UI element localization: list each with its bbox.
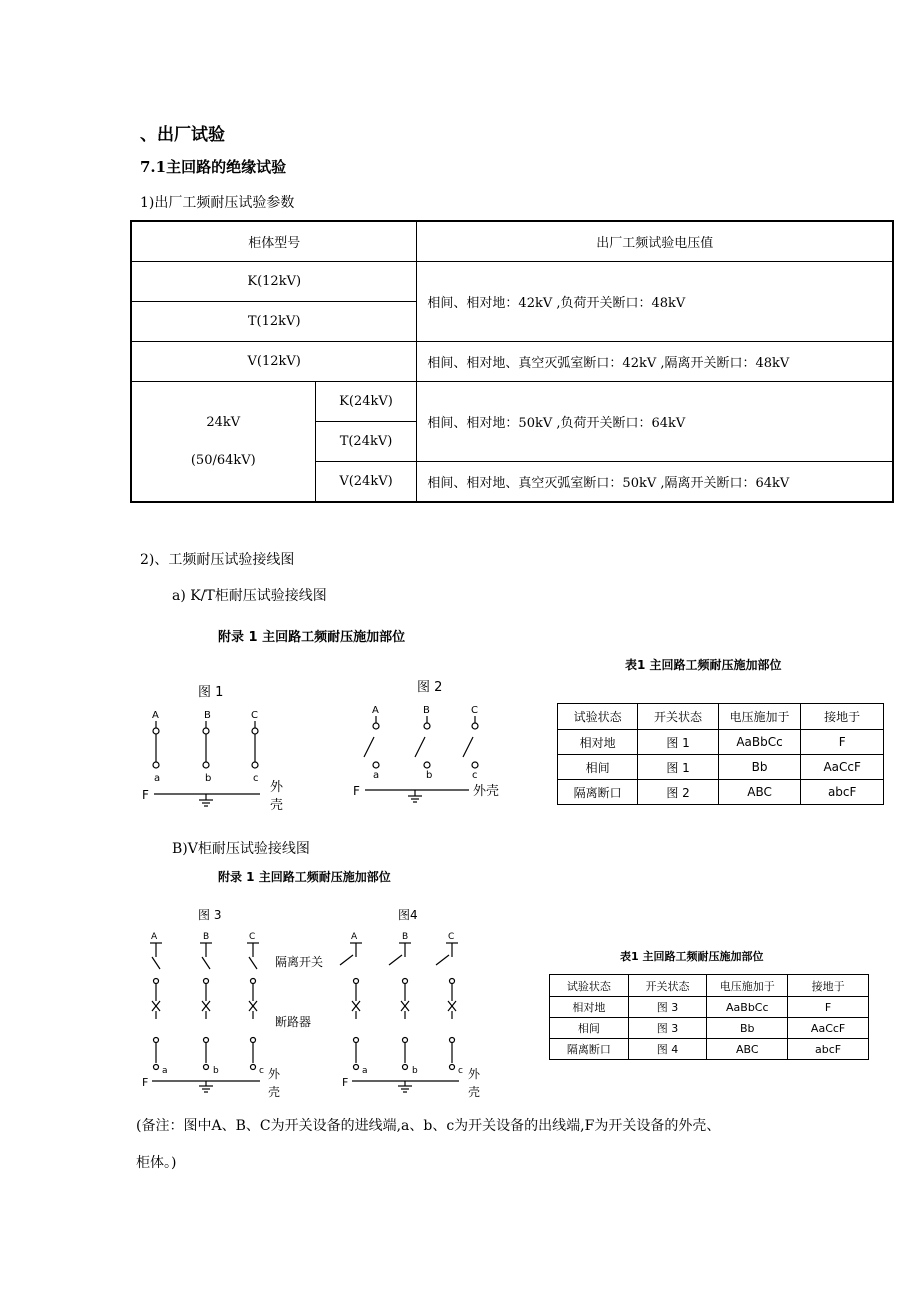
fig1-shell1: 外 bbox=[270, 780, 284, 795]
table-b-header: 开关状态 bbox=[628, 975, 707, 997]
table-cell: ABC bbox=[707, 1039, 788, 1060]
table-cell: 相间 bbox=[558, 755, 638, 780]
subsection-title: 7.1主回路的绝缘试验 bbox=[140, 158, 287, 176]
fig3-breaker-label: 断路器 bbox=[275, 1015, 312, 1029]
cell-v12: V(12kV) bbox=[131, 342, 417, 382]
cell-group24 bbox=[131, 382, 315, 503]
fig1-b: b bbox=[205, 773, 212, 784]
table-cell: ABC bbox=[718, 780, 801, 805]
table-cell: F bbox=[801, 730, 884, 755]
cell-val-v24: 相间、相对地、真空灭弧室断口：50kV ,隔离开关断口：64kV bbox=[417, 462, 893, 503]
fig3-B: B bbox=[203, 932, 210, 942]
fig4-a: a bbox=[362, 1066, 368, 1076]
table-a-header: 电压施加于 bbox=[718, 704, 801, 730]
table-cell: 相对地 bbox=[550, 997, 629, 1018]
table-cell: abcF bbox=[801, 780, 884, 805]
fig1-a: a bbox=[154, 773, 161, 784]
item2-label: 2)、工频耐压试验接线图 bbox=[140, 552, 295, 568]
sub-a-label: a) K/T柜耐压试验接线图 bbox=[172, 588, 327, 604]
fig3-b: b bbox=[213, 1066, 219, 1076]
fig4-c: c bbox=[458, 1066, 463, 1076]
cell-t24: T(24kV) bbox=[315, 422, 417, 462]
table-cell: 图 2 bbox=[638, 780, 718, 805]
fig1-phase-lines bbox=[153, 721, 258, 768]
figure-1 bbox=[138, 680, 298, 815]
table-a-header: 开关状态 bbox=[638, 704, 718, 730]
appendix-b: 附录 1 主回路工频耐压施加部位 bbox=[218, 870, 391, 884]
table-b-header-row bbox=[550, 975, 869, 997]
table-row bbox=[550, 1018, 869, 1039]
fig2-B: B bbox=[423, 705, 430, 716]
table-a-header: 接地于 bbox=[801, 704, 884, 730]
table-cell: 隔离断口 bbox=[558, 780, 638, 805]
table-row bbox=[550, 1039, 869, 1060]
fig1-title: 图 1 bbox=[198, 685, 224, 700]
table-a-caption: 表1 主回路工频耐压施加部位 bbox=[625, 658, 782, 672]
note-line-2: 柜体。) bbox=[136, 1155, 177, 1171]
figure-4 bbox=[338, 903, 498, 1103]
table-cell: F bbox=[788, 997, 869, 1018]
cell-t12: T(12kV) bbox=[131, 302, 417, 342]
table-cell: Bb bbox=[718, 755, 801, 780]
table-cell: AaCcF bbox=[788, 1018, 869, 1039]
fig3-a: a bbox=[162, 1066, 168, 1076]
table-cell: 图 4 bbox=[628, 1039, 707, 1060]
fig2-c: c bbox=[472, 770, 478, 781]
cell-val-v12: 相间、相对地、真空灭弧室断口：42kV ,隔离开关断口：48kV bbox=[417, 342, 893, 382]
fig4-b: b bbox=[412, 1066, 418, 1076]
fig3-phase-circuits bbox=[150, 943, 259, 1070]
table-a bbox=[557, 703, 884, 805]
cell-k12: K(12kV) bbox=[131, 262, 417, 302]
fig1-F: F bbox=[142, 788, 149, 802]
fig4-F: F bbox=[342, 1076, 349, 1089]
fig2-ground-icon bbox=[408, 790, 422, 802]
fig2-title: 图 2 bbox=[417, 680, 443, 695]
fig1-A: A bbox=[152, 710, 159, 721]
fig1-B: B bbox=[204, 710, 211, 721]
cell-val-kt12: 相间、相对地：42kV ,负荷开关断口：48kV bbox=[417, 262, 893, 342]
fig3-title: 图 3 bbox=[198, 908, 222, 922]
fig3-A: A bbox=[151, 932, 158, 942]
table-b-caption: 表1 主回路工频耐压施加部位 bbox=[620, 950, 764, 963]
table-row bbox=[131, 382, 893, 422]
fig4-B: B bbox=[402, 932, 409, 942]
fig3-isolator-label: 隔离开关 bbox=[275, 955, 324, 969]
fig4-A: A bbox=[351, 932, 358, 942]
fig1-C: C bbox=[251, 710, 258, 721]
table-row bbox=[131, 262, 893, 302]
fig1-ground-icon bbox=[199, 794, 213, 806]
table-cell: 隔离断口 bbox=[550, 1039, 629, 1060]
table-row bbox=[550, 997, 869, 1018]
fig3-shell2: 壳 bbox=[268, 1085, 281, 1099]
table-cell: AaBbCc bbox=[718, 730, 801, 755]
cell-val-kt24: 相间、相对地：50kV ,负荷开关断口：64kV bbox=[417, 382, 893, 462]
table-b-header: 电压施加于 bbox=[707, 975, 788, 997]
table-b-header: 试验状态 bbox=[550, 975, 629, 997]
table-row bbox=[558, 730, 884, 755]
header-model: 柜体型号 bbox=[131, 221, 417, 262]
cell-v24: V(24kV) bbox=[315, 462, 417, 503]
fig3-c: c bbox=[259, 1066, 264, 1076]
param-table bbox=[130, 220, 894, 503]
fig2-F: F bbox=[353, 784, 360, 798]
section-title: 、出厂试验 bbox=[140, 125, 225, 145]
fig4-phase-circuits bbox=[340, 943, 458, 1070]
table-row bbox=[131, 342, 893, 382]
table-cell: 图 1 bbox=[638, 730, 718, 755]
item1-label: 1)出厂工频耐压试验参数 bbox=[140, 195, 295, 211]
table-cell: 相间 bbox=[550, 1018, 629, 1039]
table-cell: 图 1 bbox=[638, 755, 718, 780]
fig1-shell2: 壳 bbox=[270, 798, 284, 813]
table-row bbox=[558, 755, 884, 780]
fig2-C: C bbox=[471, 705, 478, 716]
table-b-header: 接地于 bbox=[788, 975, 869, 997]
table-a-header: 试验状态 bbox=[558, 704, 638, 730]
note-line-1: (备注：图中A、B、C为开关设备的进线端,a、b、c为开关设备的出线端,F为开关设备的外壳、 bbox=[136, 1118, 721, 1134]
fig4-C: C bbox=[448, 932, 455, 942]
table-cell: abcF bbox=[788, 1039, 869, 1060]
fig2-a: a bbox=[373, 770, 380, 781]
table-cell: Bb bbox=[707, 1018, 788, 1039]
fig2-A: A bbox=[372, 705, 379, 716]
fig3-C: C bbox=[249, 932, 256, 942]
table-cell: 图 3 bbox=[628, 997, 707, 1018]
fig2-shell: 外壳 bbox=[473, 784, 500, 799]
header-voltage: 出厂工频试验电压值 bbox=[417, 221, 893, 262]
table-cell: AaCcF bbox=[801, 755, 884, 780]
fig3-shell1: 外 bbox=[268, 1067, 281, 1081]
table-cell: 图 3 bbox=[628, 1018, 707, 1039]
appendix-a: 附录 1 主回路工频耐压施加部位 bbox=[218, 630, 406, 645]
table-cell: 相对地 bbox=[558, 730, 638, 755]
fig4-ground-icon bbox=[398, 1081, 412, 1092]
fig4-title: 图4 bbox=[398, 908, 418, 922]
table-header-row bbox=[131, 221, 893, 262]
fig1-c: c bbox=[253, 773, 259, 784]
figure-3 bbox=[138, 903, 338, 1103]
table-row bbox=[558, 780, 884, 805]
fig4-shell2: 壳 bbox=[468, 1085, 481, 1099]
fig2-open-switches bbox=[364, 716, 478, 768]
table-cell: AaBbCc bbox=[707, 997, 788, 1018]
figure-2 bbox=[345, 675, 510, 810]
sub-b-label: B)V柜耐压试验接线图 bbox=[172, 841, 310, 857]
group24-line2: (50/64kV) bbox=[190, 452, 256, 468]
cell-k24: K(24kV) bbox=[315, 382, 417, 422]
fig3-ground-icon bbox=[199, 1081, 213, 1092]
fig2-b: b bbox=[426, 770, 433, 781]
fig4-shell1: 外 bbox=[468, 1067, 481, 1081]
group24-line1: 24kV bbox=[206, 414, 241, 430]
table-b bbox=[549, 974, 869, 1060]
fig3-F: F bbox=[142, 1076, 149, 1089]
table-a-header-row bbox=[558, 704, 884, 730]
